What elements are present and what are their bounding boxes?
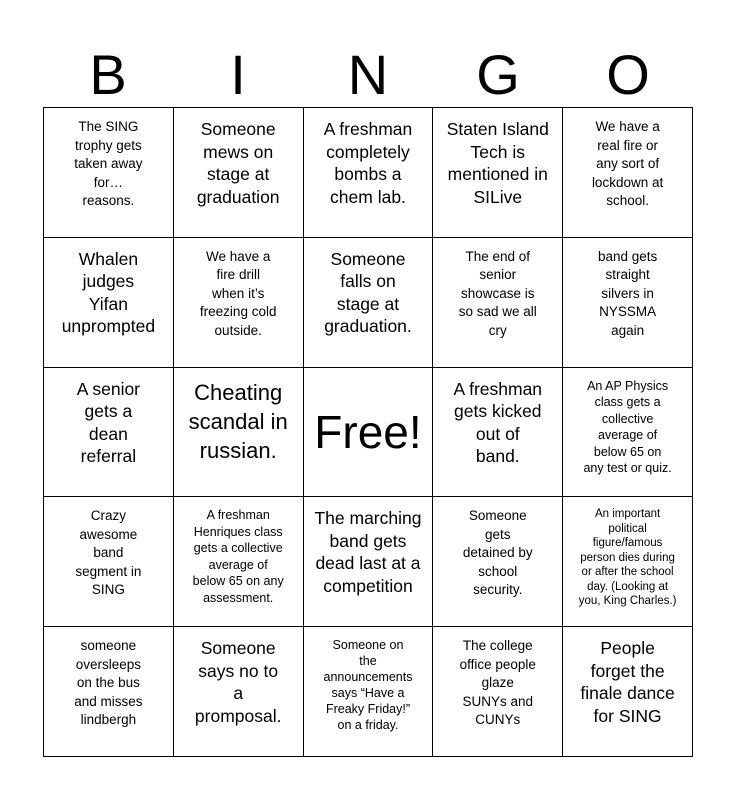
cell-text: A senior gets a dean referral [76, 378, 141, 467]
cell-text: A freshman completely bombs a chem lab. [323, 119, 413, 207]
bingo-cell[interactable] [174, 238, 304, 368]
cell-text: The end of senior showcase is so sad we all cry [458, 248, 537, 338]
header-letter-n: N [347, 43, 389, 106]
bingo-cell[interactable] [174, 368, 304, 498]
cell-text: We have a real fire or any sort of lockdown at school. [591, 119, 664, 208]
free-space-text: Free! [314, 405, 422, 458]
header-letter-b: B [89, 43, 127, 106]
bingo-cell[interactable] [174, 497, 304, 627]
bingo-cell[interactable] [304, 238, 434, 368]
cell-text: The SING trophy gets taken away for… reasons. [74, 119, 143, 208]
bingo-cell[interactable] [433, 627, 563, 757]
cell-text: Someone mews on stage at graduation [196, 119, 280, 207]
cell-text: Someone on the announcements says “Have a Freaky Friday!” on a friday. [323, 638, 413, 733]
bingo-cell[interactable] [563, 108, 693, 238]
bingo-cell[interactable] [433, 238, 563, 368]
cell-text: People forget the finale dance for SING [580, 638, 675, 726]
header-letter-o: O [606, 43, 650, 106]
cell-text: We have a fire drill when it’s freezing cold outside. [199, 248, 277, 338]
cell-text: An AP Physics class gets a collective average of below 65 on any test or quiz. [583, 378, 672, 476]
cell-text: A freshman Henriques class gets a collective average of below 65 on any assessment. [192, 508, 284, 605]
bingo-cell[interactable] [433, 497, 563, 627]
cell-text: An important political figure/famous person dies during or after the school day. (Looking at you, King Charles.) [578, 508, 677, 608]
bingo-cell[interactable] [44, 497, 174, 627]
bingo-cell[interactable] [563, 368, 693, 498]
bingo-cell[interactable] [174, 108, 304, 238]
bingo-cell[interactable] [44, 108, 174, 238]
cell-text: Whalen judges Yifan unprompted [61, 248, 156, 337]
bingo-cell[interactable] [44, 238, 174, 368]
cell-text: Someone says no to a promposal. [194, 638, 282, 726]
cell-text: Staten Island Tech is mentioned in SILive [446, 119, 549, 207]
cell-text: Cheating scandal in russian. [188, 379, 288, 463]
bingo-cell[interactable] [44, 627, 174, 757]
cell-text: Crazy awesome band segment in SING [75, 508, 142, 598]
bingo-cell[interactable] [304, 627, 434, 757]
cell-text: Someone gets detained by school security. [462, 508, 533, 598]
cell-text: Someone falls on stage at graduation. [324, 248, 412, 337]
header-letter-i: I [230, 43, 246, 106]
bingo-cell[interactable] [174, 627, 304, 757]
cell-text: someone oversleeps on the bus and misses lindbergh [74, 638, 143, 728]
bingo-card-grid [43, 107, 693, 757]
header-letter-g: G [476, 43, 520, 106]
free-space-cell[interactable] [304, 368, 434, 498]
bingo-cell[interactable] [44, 368, 174, 498]
cell-text: The marching band gets dead last at a competition [314, 508, 422, 596]
bingo-cell[interactable] [304, 108, 434, 238]
bingo-cell[interactable] [563, 497, 693, 627]
bingo-cell[interactable] [433, 368, 563, 498]
bingo-cell[interactable] [563, 627, 693, 757]
bingo-cell[interactable] [304, 497, 434, 627]
cell-text: The college office people glaze SUNYs and CUNYs [459, 638, 536, 728]
cell-text: band gets straight silvers in NYSSMA again [597, 248, 658, 338]
bingo-cell[interactable] [433, 108, 563, 238]
bingo-cell[interactable] [563, 238, 693, 368]
cell-text: A freshman gets kicked out of band. [453, 378, 543, 467]
bingo-header [43, 44, 693, 106]
